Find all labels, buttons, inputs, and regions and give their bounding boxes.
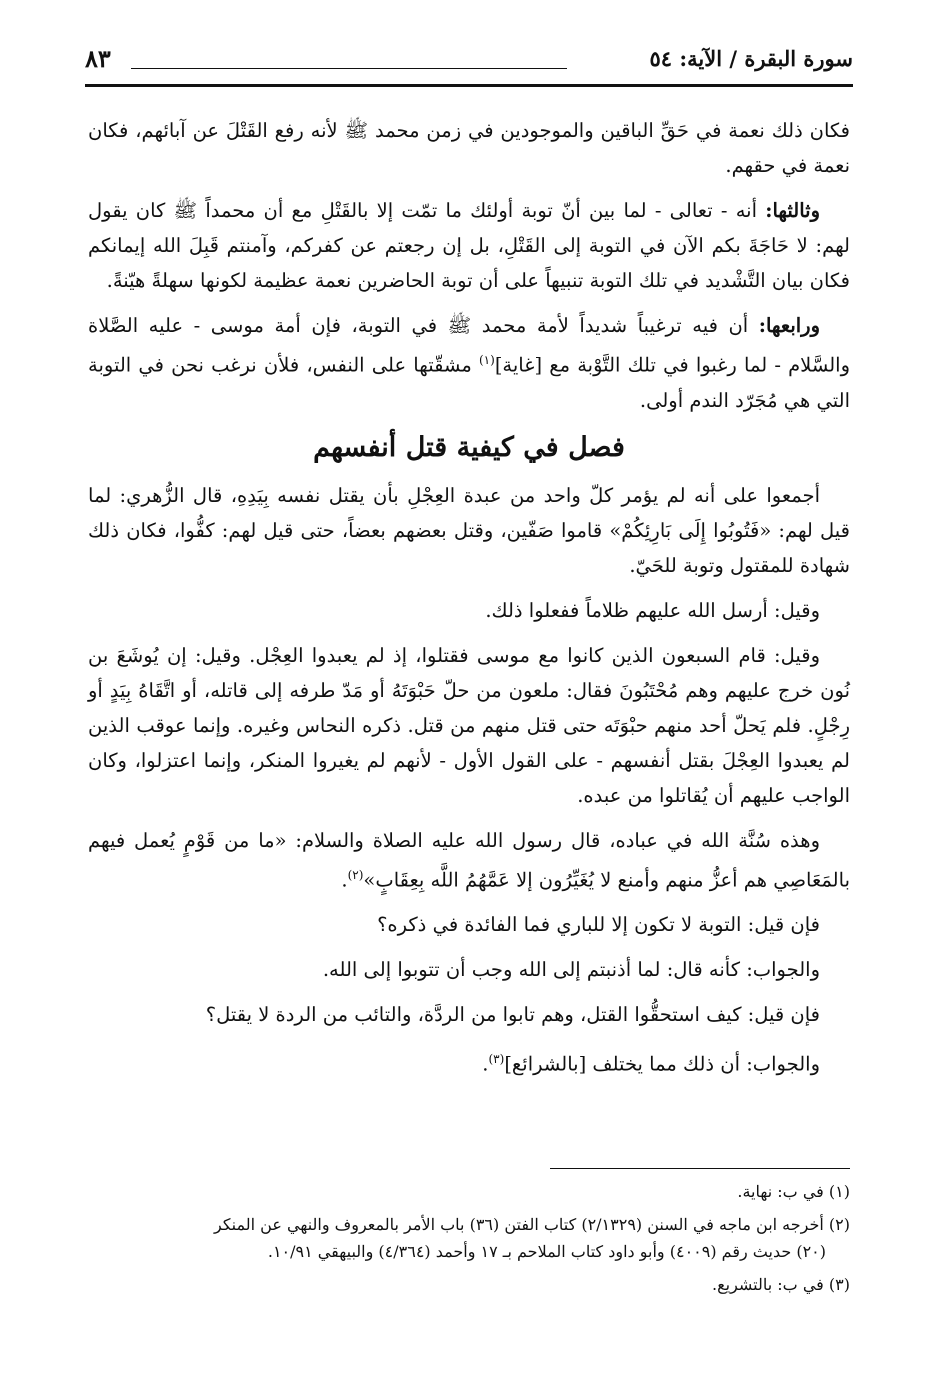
paragraph-text: مشقّتها على النفس، فلأن نرغب نحن في التوبة التي هي مُجَرّد الندم أولى. (88, 353, 850, 412)
footnote (88, 1178, 850, 1205)
paragraph-text: فكان ذلك نعمة في حَقِّ الباقين والموجودين في زمن محمد ﷺ لأنه رفع القَتْلَ عن آبائهم، فكان نعمة في حقهم. (88, 119, 850, 177)
paragraph (88, 638, 850, 813)
page-header (85, 40, 853, 87)
footnote-text: أخرجه ابن ماجه في السنن (٢/١٣٢٩) كتاب الفتن (٣٦) باب الأمر بالمعروف والنهي عن المنكر (214, 1215, 824, 1234)
paragraph-text: وقيل: قام السبعون الذين كانوا مع موسى فقتلوا، إذ لم يعبدوا العِجْل. وقيل: إن يُوشَعَ بن نُون خرج عليهم وهم مُحْتَبُونَ فقال: ملعون من حلّ حَبْوَتَهُ أو مَدّ طرفه إلى قاتله، أو اتَّقَاهُ بِيَدٍ أو رِجْلٍ. فلم يَحلّ أحد منهم حبْوَتَه حتى قتل منهم من قتل. ذكره النحاس وغيره. وإنما عوقب الذين لم يعبدوا العِجْلَ بقتل أنفسهم - على القول الأول - لأنهم لم يغيروا المنكر، وإنما اعتزلوا، وكان الواجب عليهم أن يُقاتلوا من عبده. (88, 643, 850, 807)
paragraph (88, 1042, 850, 1082)
footnote-text: في ب: بالتشريع. (712, 1275, 824, 1294)
footnote-text: في ب: نهاية. (737, 1182, 824, 1201)
footnote (88, 1271, 850, 1298)
paragraph-text: أجمعوا على أنه لم يؤمر كلّ واحد من عبدة العِجْلِ بأن يقتل نفسه بِيَدِهِ، قال الزُّهري: لما قيل لهم: «فَتُوبُوا إِلَى بَارِئِكُمْ» قاموا صَفّين، وقتل بعضهم بعضاً، حتى قيل لهم: كفُّوا، فكان ذلك شهادة للمقتول وتوبة للحَيّ. (88, 483, 850, 577)
header-rule (131, 68, 567, 69)
footnote-number: (١) (828, 1182, 850, 1201)
footnote-rule (550, 1168, 850, 1169)
footnote-ref[interactable]: (٣) (488, 1052, 505, 1066)
paragraph (88, 952, 850, 987)
footnote-number: (٢) (828, 1215, 850, 1234)
footnote-ref[interactable]: (٢) (347, 867, 364, 882)
paragraph (88, 193, 850, 298)
paragraph-text: فإن قيل: كيف استحقُّوا القتل، وهم تابوا من الردَّة، والتائب من الردة لا يقتل؟ (205, 1003, 820, 1026)
running-title: سورة البقرة / الآية: ٥٤ (649, 46, 853, 71)
paragraph-lead: ورابعها: (758, 314, 821, 337)
footnotes (88, 1178, 850, 1304)
paragraph (88, 308, 850, 418)
paragraph (88, 113, 850, 183)
paragraph-text: أن فيه ترغيباً شديداً لأمة محمد ﷺ في التوبة، فإن أمة موسى - عليه الصَّلاة والسَّلام - لما رغبوا في تلك التَّوْبة مع [غاية] (88, 314, 850, 377)
page-number: ٨٣ (85, 44, 111, 73)
paragraph-text: والجواب: كأنه قال: لما أذنبتم إلى الله وجب أن تتوبوا إلى الله. (322, 958, 820, 981)
paragraph-text: وقيل: أرسل الله عليهم ظلاماً ففعلوا ذلك. (485, 598, 820, 622)
paragraph (88, 907, 850, 942)
paragraph-text: والجواب: أن ذلك مما يختلف [بالشرائع] (504, 1052, 820, 1076)
paragraph-text: أنه - تعالى - لما بين أنّ توبة أولئك ما تمّت إلا بالقَتْلِ مع أن محمداً ﷺ كان يقول لهم: لا حَاجَةَ بكم الآن في التوبة إلى القَتْلِ، بل إن رجعتم عن كفركم، وآمنتم قَبِلَ الله إيمانكم فكان بيان التَّشْديد في تلك التوبة تنبيهاً على أن توبة الحاضرين نعمة عظيمة لكونها سهلةً هيّنةً. (88, 199, 850, 292)
paragraph-text: فإن قيل: التوبة لا تكون إلا للباري فما الفائدة في ذكره؟ (377, 913, 820, 936)
body-text (88, 113, 850, 1092)
paragraph-lead: وثالثها: (765, 199, 820, 222)
paragraph-text: . (482, 1052, 489, 1076)
footnote-ref[interactable]: (١) (478, 353, 495, 367)
footnote (88, 1211, 850, 1265)
paragraph (88, 593, 850, 628)
footnote-continuation: (٢٠) حديث رقم (٤٠٠٩) وأبو داود كتاب الملاحم بـ ١٧ وأحمد (٤/٣٦٤) والبيهقي ١٠/٩١. (267, 1242, 826, 1261)
paragraph (88, 478, 850, 583)
section-heading: فصل في كيفية قتل أنفسهم (313, 431, 625, 463)
paragraph (88, 997, 850, 1032)
paragraph-text: . (341, 868, 348, 891)
paragraph (88, 823, 850, 898)
paragraph-text: وهذه سُنَّة الله في عباده، قال رسول الله عليه الصلاة والسلام: «ما من قَوْمٍ يُعمل فيهم بالمَعَاصِي هم أعزُّ منهم وأمنع لا يُغَيِّرُون إلا عَمَّهُمُ اللَّه بِعِقَابٍ» (88, 828, 850, 891)
footnote-number: (٣) (828, 1275, 850, 1294)
